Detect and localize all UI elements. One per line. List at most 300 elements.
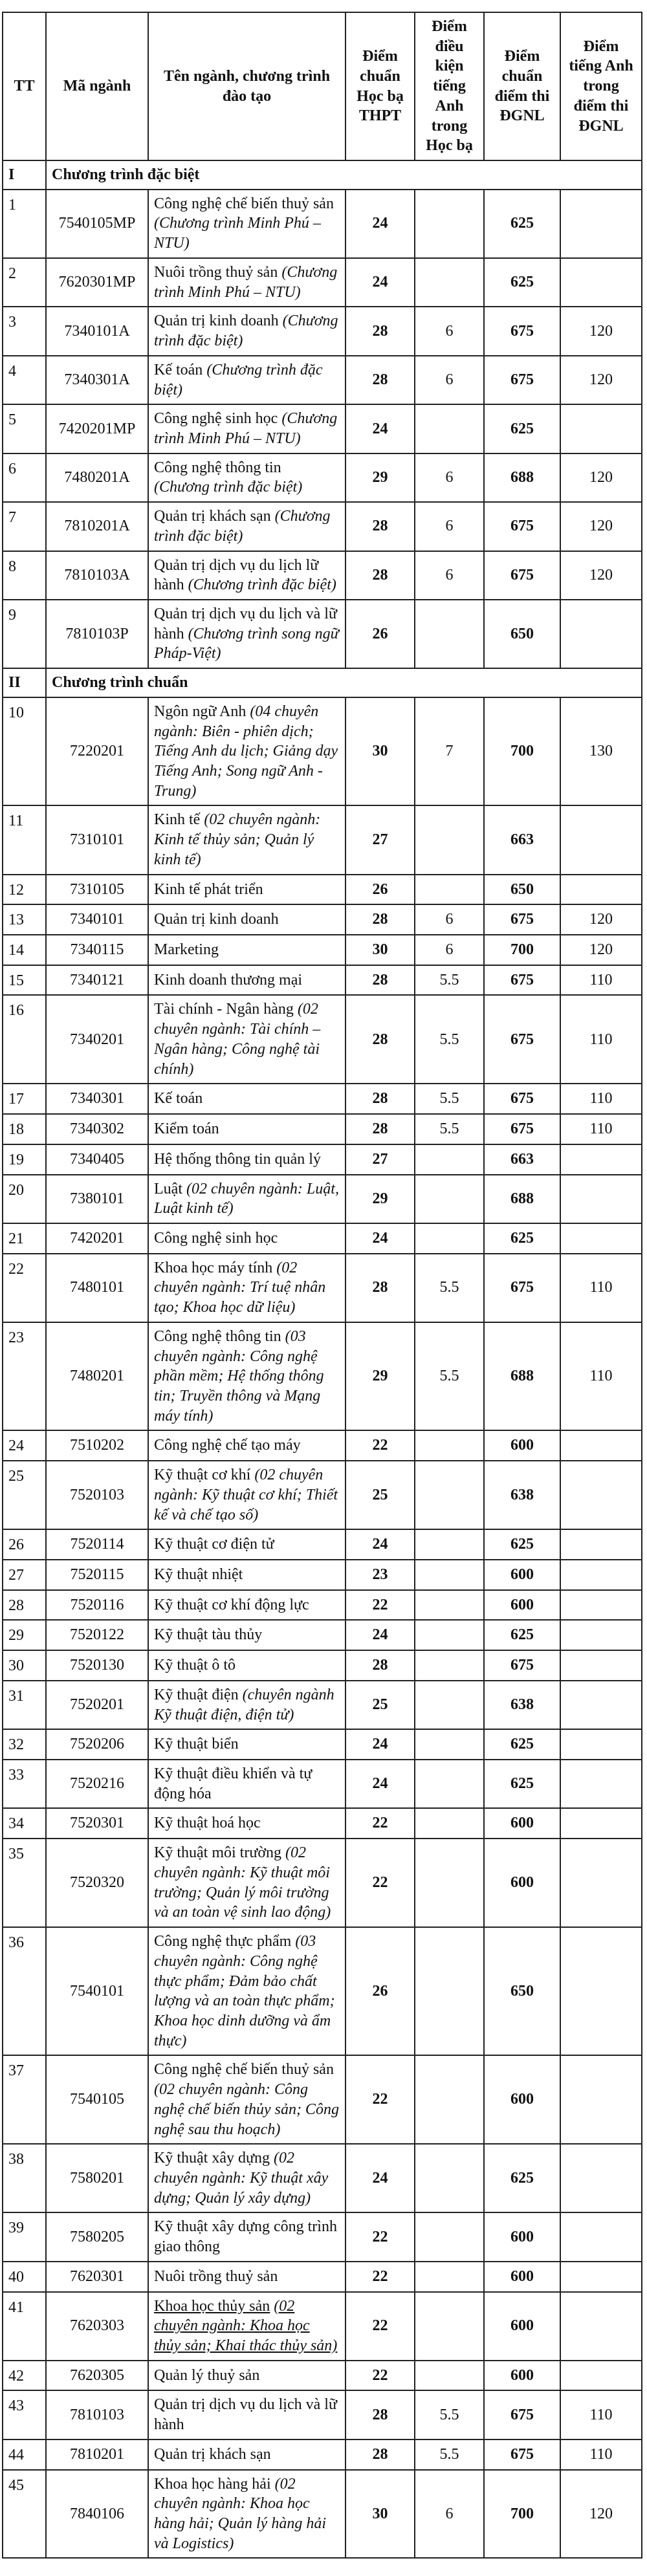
table-row (3, 1650, 642, 1681)
english-hoc-ba (415, 875, 484, 905)
program-name: Ngôn ngữ Anh (154, 703, 247, 720)
program-name-cell (148, 1223, 345, 1254)
program-note: (Chương trình Minh Phú – NTU) (154, 410, 338, 447)
english-hoc-ba (415, 1144, 484, 1175)
program-name-cell (148, 2361, 345, 2391)
english-dgnl: 120 (560, 551, 642, 600)
table-row (3, 805, 642, 874)
table-row (3, 190, 642, 258)
english-hoc-ba (415, 1729, 484, 1760)
program-code: 7340405 (46, 1144, 148, 1175)
english-hoc-ba (415, 1529, 484, 1560)
score-hoc-ba: 28 (345, 1114, 415, 1144)
english-hoc-ba (415, 2262, 484, 2292)
program-name: Kế toán (154, 361, 203, 378)
english-hoc-ba: 7 (415, 697, 484, 806)
table-row (3, 600, 642, 668)
english-dgnl (560, 190, 642, 258)
program-name-cell (148, 307, 345, 355)
row-number: 19 (3, 1144, 46, 1175)
program-code: 7620305 (46, 2361, 148, 2391)
program-name: Kế toán (154, 1090, 203, 1108)
row-number: 42 (3, 2361, 46, 2391)
score-dgnl: 600 (484, 2055, 560, 2144)
program-name-cell (148, 190, 345, 258)
table-row (3, 258, 642, 307)
program-name-cell (148, 1808, 345, 1839)
score-hoc-ba: 24 (345, 1620, 415, 1650)
english-dgnl: 110 (560, 1114, 642, 1144)
score-dgnl: 675 (484, 502, 560, 551)
program-name: Hệ thống thông tin quản lý (154, 1150, 321, 1168)
score-dgnl: 638 (484, 1681, 560, 1729)
program-code: 7810103P (46, 600, 148, 668)
program-name-cell (148, 1760, 345, 1808)
table-row (3, 1175, 642, 1223)
english-hoc-ba: 5.5 (415, 2390, 484, 2439)
program-name: Công nghệ chế biến thuỷ sản (154, 2061, 334, 2079)
score-dgnl: 650 (484, 600, 560, 668)
english-dgnl (560, 1681, 642, 1729)
program-name: Công nghệ chế biến thuỷ sản (154, 195, 334, 212)
program-name: Kỹ thuật nhiệt (154, 1566, 243, 1583)
score-dgnl: 625 (484, 1760, 560, 1808)
table-row (3, 1223, 642, 1254)
english-dgnl (560, 404, 642, 453)
program-name-cell (148, 2144, 345, 2212)
program-name-cell (148, 1560, 345, 1590)
table-row (3, 1927, 642, 2055)
program-name-cell (148, 995, 345, 1084)
table-row (3, 2055, 642, 2144)
english-hoc-ba (415, 2361, 484, 2391)
score-dgnl: 600 (484, 2262, 560, 2292)
score-dgnl: 600 (484, 1430, 560, 1461)
program-name-cell (148, 1529, 345, 1560)
program-code: 7810201 (46, 2440, 148, 2470)
english-hoc-ba (415, 1927, 484, 2055)
row-number: 38 (3, 2144, 46, 2212)
score-dgnl: 663 (484, 1144, 560, 1175)
header-tt: TT (3, 12, 46, 160)
program-name: Nuôi trồng thuỷ sản (154, 2267, 278, 2285)
program-name-cell (148, 1650, 345, 1681)
score-dgnl: 625 (484, 404, 560, 453)
row-number: 30 (3, 1650, 46, 1681)
table-row (3, 1760, 642, 1808)
program-code: 7510202 (46, 1430, 148, 1461)
score-hoc-ba: 23 (345, 1560, 415, 1590)
table-row (3, 356, 642, 404)
score-hoc-ba: 28 (345, 356, 415, 404)
english-dgnl: 130 (560, 697, 642, 806)
program-name: Kỹ thuật xây dựng công trình giao thông (154, 2218, 337, 2256)
english-hoc-ba (415, 1839, 484, 1927)
table-row (3, 1560, 642, 1590)
program-code: 7340301A (46, 356, 148, 404)
program-name: Tài chính - Ngân hàng (154, 1001, 294, 1018)
program-name: Quản trị khách sạn (154, 2445, 271, 2463)
row-number: 14 (3, 935, 46, 965)
header-name: Tên ngành, chương trình đào tạo (148, 12, 345, 160)
program-name-cell (148, 1430, 345, 1461)
program-name-cell (148, 258, 345, 307)
english-dgnl (560, 1839, 642, 1927)
english-hoc-ba (415, 1175, 484, 1223)
program-code: 7520206 (46, 1729, 148, 1760)
table-row (3, 2212, 642, 2261)
program-name: Công nghệ thông tin (154, 459, 281, 476)
program-code: 7220201 (46, 697, 148, 806)
english-dgnl (560, 875, 642, 905)
score-hoc-ba: 24 (345, 1729, 415, 1760)
program-name-cell (148, 356, 345, 404)
program-name: Công nghệ sinh học (154, 410, 278, 428)
score-dgnl: 650 (484, 875, 560, 905)
score-dgnl: 688 (484, 1322, 560, 1431)
program-note: (Chương trình đặc biệt) (154, 479, 303, 496)
table-row (3, 1590, 642, 1621)
english-dgnl: 120 (560, 356, 642, 404)
english-hoc-ba: 6 (415, 904, 484, 935)
program-code: 7620303 (46, 2292, 148, 2361)
score-hoc-ba: 28 (345, 995, 415, 1084)
program-note: (02 chuyên ngành: Kỹ thuật xây dựng; Quản lý xây dựng) (154, 2150, 329, 2207)
program-name-cell (148, 1144, 345, 1175)
program-name-cell (148, 1927, 345, 2055)
score-hoc-ba: 30 (345, 935, 415, 965)
score-dgnl: 675 (484, 995, 560, 1084)
row-number: 24 (3, 1430, 46, 1461)
english-dgnl (560, 1529, 642, 1560)
english-hoc-ba (415, 1681, 484, 1729)
score-hoc-ba: 29 (345, 1322, 415, 1431)
program-name: Marketing (154, 941, 219, 959)
english-dgnl (560, 1927, 642, 2055)
score-dgnl: 688 (484, 1175, 560, 1223)
score-dgnl: 650 (484, 1927, 560, 2055)
english-hoc-ba (415, 1650, 484, 1681)
english-dgnl (560, 1760, 642, 1808)
program-name: Kỹ thuật điều khiển và tự động hóa (154, 1765, 313, 1802)
score-hoc-ba: 24 (345, 258, 415, 307)
english-dgnl: 120 (560, 2470, 642, 2559)
table-row (3, 2361, 642, 2391)
english-hoc-ba (415, 1808, 484, 1839)
english-hoc-ba: 5.5 (415, 1084, 484, 1114)
table-row (3, 1681, 642, 1729)
program-name: Công nghệ thông tin (154, 1327, 281, 1345)
english-hoc-ba (415, 1430, 484, 1461)
section-title: Chương trình chuẩn (46, 668, 642, 697)
header-dgnl: Điểm chuẩn điểm thi ĐGNL (484, 12, 560, 160)
row-number: 34 (3, 1808, 46, 1839)
score-hoc-ba: 25 (345, 1461, 415, 1529)
program-code: 7520116 (46, 1590, 148, 1621)
row-number: 45 (3, 2470, 46, 2559)
row-number: 41 (3, 2292, 46, 2361)
score-hoc-ba: 22 (345, 1590, 415, 1621)
table-row (3, 1529, 642, 1560)
program-name: Công nghệ chế tạo máy (154, 1437, 301, 1454)
english-hoc-ba (415, 2212, 484, 2261)
table-row (3, 1839, 642, 1927)
program-name-cell (148, 1590, 345, 1621)
program-name-cell (148, 2390, 345, 2439)
score-dgnl: 675 (484, 965, 560, 996)
program-name: Nuôi trồng thuỷ sản (154, 263, 278, 281)
score-hoc-ba: 28 (345, 2440, 415, 2470)
program-name: Kinh doanh thương mại (154, 971, 303, 988)
program-name-cell (148, 2440, 345, 2470)
score-hoc-ba: 28 (345, 904, 415, 935)
score-hoc-ba: 22 (345, 1430, 415, 1461)
program-note: (02 chuyên ngành: Kỹ thuật môi trường; Quản lý môi trường và an toàn vệ sinh lao động) (154, 1844, 331, 1921)
header-code: Mã ngành (46, 12, 148, 160)
program-name: Kiểm toán (154, 1120, 219, 1138)
english-hoc-ba (415, 600, 484, 668)
program-note: (02 chuyên ngành: Khoa học thủy sản; Khai thác thủy sản) (154, 2297, 338, 2354)
program-name: Quản trị kinh doanh (154, 312, 279, 330)
program-name: Kỹ thuật cơ khí (154, 1467, 251, 1484)
table-row (3, 1114, 642, 1144)
score-dgnl: 675 (484, 904, 560, 935)
table-row (3, 307, 642, 355)
program-name-cell (148, 1084, 345, 1114)
table-row (3, 1084, 642, 1114)
score-dgnl: 600 (484, 1560, 560, 1590)
section-number: I (3, 160, 46, 190)
program-name-cell (148, 697, 345, 806)
table-row (3, 1430, 642, 1461)
english-hoc-ba (415, 1223, 484, 1254)
score-hoc-ba: 28 (345, 2390, 415, 2439)
score-dgnl: 625 (484, 190, 560, 258)
program-code: 7520301 (46, 1808, 148, 1839)
score-dgnl: 600 (484, 2292, 560, 2361)
english-hoc-ba: 6 (415, 551, 484, 600)
english-dgnl (560, 1560, 642, 1590)
score-dgnl: 600 (484, 1590, 560, 1621)
program-code: 7580201 (46, 2144, 148, 2212)
program-name-cell (148, 1175, 345, 1223)
program-code: 7420201 (46, 1223, 148, 1254)
score-hoc-ba: 28 (345, 1254, 415, 1322)
program-code: 7340302 (46, 1114, 148, 1144)
program-note: (02 chuyên ngành: Kinh tế thủy sản; Quản lý kinh tế) (154, 811, 321, 868)
program-name-cell (148, 1839, 345, 1927)
score-hoc-ba: 27 (345, 1144, 415, 1175)
program-name-cell (148, 2212, 345, 2261)
score-hoc-ba: 28 (345, 1084, 415, 1114)
score-hoc-ba: 28 (345, 551, 415, 600)
score-hoc-ba: 25 (345, 1681, 415, 1729)
english-hoc-ba: 5.5 (415, 1114, 484, 1144)
program-name-cell (148, 965, 345, 996)
program-code: 7380101 (46, 1175, 148, 1223)
row-number: 44 (3, 2440, 46, 2470)
row-number: 23 (3, 1322, 46, 1431)
score-dgnl: 675 (484, 551, 560, 600)
english-dgnl (560, 1461, 642, 1529)
row-number: 32 (3, 1729, 46, 1760)
program-code: 7420201MP (46, 404, 148, 453)
english-hoc-ba (415, 2144, 484, 2212)
score-hoc-ba: 26 (345, 600, 415, 668)
score-dgnl: 700 (484, 697, 560, 806)
score-dgnl: 700 (484, 2470, 560, 2559)
english-hoc-ba (415, 258, 484, 307)
table-row (3, 935, 642, 965)
english-dgnl (560, 1620, 642, 1650)
english-dgnl (560, 2262, 642, 2292)
english-hoc-ba (415, 2055, 484, 2144)
program-code: 7340101 (46, 904, 148, 935)
section-row (3, 668, 642, 697)
program-note: (03 chuyên ngành: Công nghệ phần mềm; Hệ thống thông tin; Truyền thông và Mạng máy tính) (154, 1327, 324, 1424)
english-hoc-ba: 5.5 (415, 995, 484, 1084)
section-title: Chương trình đặc biệt (46, 160, 642, 190)
program-name: Kinh tế (154, 811, 201, 829)
table-row (3, 404, 642, 453)
row-number: 31 (3, 1681, 46, 1729)
row-number: 27 (3, 1560, 46, 1590)
admission-score-table (2, 12, 642, 2559)
score-hoc-ba: 22 (345, 1808, 415, 1839)
table-row (3, 965, 642, 996)
program-note: (02 chuyên ngành: Tài chính – Ngân hàng; Công nghệ tài chính) (154, 1001, 321, 1078)
score-hoc-ba: 22 (345, 2361, 415, 2391)
program-name: Quản trị khách sạn (154, 508, 271, 525)
program-name-cell (148, 404, 345, 453)
english-dgnl: 120 (560, 935, 642, 965)
program-name-cell (148, 2470, 345, 2559)
program-code: 7480101 (46, 1254, 148, 1322)
table-row (3, 2440, 642, 2470)
score-hoc-ba: 24 (345, 404, 415, 453)
program-name-cell (148, 1461, 345, 1529)
english-hoc-ba (415, 805, 484, 874)
program-code: 7520103 (46, 1461, 148, 1529)
english-hoc-ba (415, 1760, 484, 1808)
english-hoc-ba (415, 2292, 484, 2361)
program-note: (Chương trình Minh Phú – NTU) (154, 263, 338, 301)
row-number: 7 (3, 502, 46, 551)
program-note: (02 chuyên ngành: Khoa học hàng hải; Quản lý hàng hải và Logistics) (154, 2475, 326, 2552)
score-dgnl: 688 (484, 453, 560, 502)
program-code: 7310105 (46, 875, 148, 905)
header-hb: Điểm chuẩn Học bạ THPT (345, 12, 415, 160)
program-code: 7310101 (46, 805, 148, 874)
program-code: 7520320 (46, 1839, 148, 1927)
row-number: 4 (3, 356, 46, 404)
table-body (3, 160, 642, 2558)
row-number: 16 (3, 995, 46, 1084)
row-number: 5 (3, 404, 46, 453)
english-hoc-ba: 6 (415, 502, 484, 551)
program-name-cell (148, 2055, 345, 2144)
english-dgnl: 120 (560, 904, 642, 935)
program-name: Công nghệ thực phẩm (154, 1933, 292, 1950)
english-dgnl (560, 1590, 642, 1621)
english-dgnl (560, 2361, 642, 2391)
table-row (3, 904, 642, 935)
score-dgnl: 600 (484, 2361, 560, 2391)
program-name: Kỹ thuật biển (154, 1736, 239, 1753)
english-hoc-ba (415, 1590, 484, 1621)
row-number: 13 (3, 904, 46, 935)
score-hoc-ba: 26 (345, 1927, 415, 2055)
score-hoc-ba: 28 (345, 965, 415, 996)
program-code: 7810103 (46, 2390, 148, 2439)
program-name: Luật (154, 1180, 182, 1197)
program-note: (Chương trình song ngữ Pháp-Việt) (154, 625, 339, 662)
program-code: 7520216 (46, 1760, 148, 1808)
row-number: 10 (3, 697, 46, 806)
row-number: 17 (3, 1084, 46, 1114)
row-number: 3 (3, 307, 46, 355)
program-name: Quản trị dịch vụ du lịch và lữ hành (154, 605, 337, 642)
score-dgnl: 625 (484, 1729, 560, 1760)
program-code: 7340115 (46, 935, 148, 965)
score-hoc-ba: 22 (345, 2292, 415, 2361)
score-hoc-ba: 29 (345, 1175, 415, 1223)
score-dgnl: 663 (484, 805, 560, 874)
english-hoc-ba: 6 (415, 453, 484, 502)
score-hoc-ba: 24 (345, 1760, 415, 1808)
table-row (3, 1461, 642, 1529)
score-hoc-ba: 28 (345, 307, 415, 355)
table-row (3, 875, 642, 905)
program-note: (Chương trình đặc biệt) (154, 508, 331, 545)
english-dgnl: 110 (560, 2390, 642, 2439)
english-hoc-ba (415, 1620, 484, 1650)
score-dgnl: 675 (484, 307, 560, 355)
program-note: (Chương trình Minh Phú – NTU) (154, 215, 321, 252)
score-hoc-ba: 22 (345, 2262, 415, 2292)
table-row (3, 2470, 642, 2559)
program-name: Khoa học máy tính (154, 1259, 273, 1276)
english-dgnl (560, 805, 642, 874)
program-name-cell (148, 875, 345, 905)
english-dgnl: 110 (560, 1254, 642, 1322)
program-note: (Chương trình đặc biệt) (188, 576, 336, 594)
table-row (3, 1144, 642, 1175)
english-dgnl: 110 (560, 995, 642, 1084)
row-number: 26 (3, 1529, 46, 1560)
row-number: 8 (3, 551, 46, 600)
score-hoc-ba: 22 (345, 2212, 415, 2261)
header-eng-hb: Điểm điều kiện tiếng Anh trong Học bạ (415, 12, 484, 160)
score-hoc-ba: 26 (345, 875, 415, 905)
score-dgnl: 675 (484, 356, 560, 404)
english-hoc-ba (415, 404, 484, 453)
row-number: 2 (3, 258, 46, 307)
row-number: 37 (3, 2055, 46, 2144)
score-hoc-ba: 24 (345, 1223, 415, 1254)
program-name: Kỹ thuật cơ khí động lực (154, 1596, 309, 1613)
score-dgnl: 675 (484, 2390, 560, 2439)
program-name: Kỹ thuật hoá học (154, 1815, 261, 1832)
english-dgnl: 110 (560, 1084, 642, 1114)
score-dgnl: 600 (484, 2212, 560, 2261)
program-name: Kỹ thuật cơ điện tử (154, 1536, 274, 1553)
program-code: 7480201 (46, 1322, 148, 1431)
table-row (3, 502, 642, 551)
program-name: Kỹ thuật môi trường (154, 1844, 282, 1862)
table-row (3, 2390, 642, 2439)
header-eng-dgnl: Điểm tiếng Anh trong điểm thi ĐGNL (560, 12, 642, 160)
